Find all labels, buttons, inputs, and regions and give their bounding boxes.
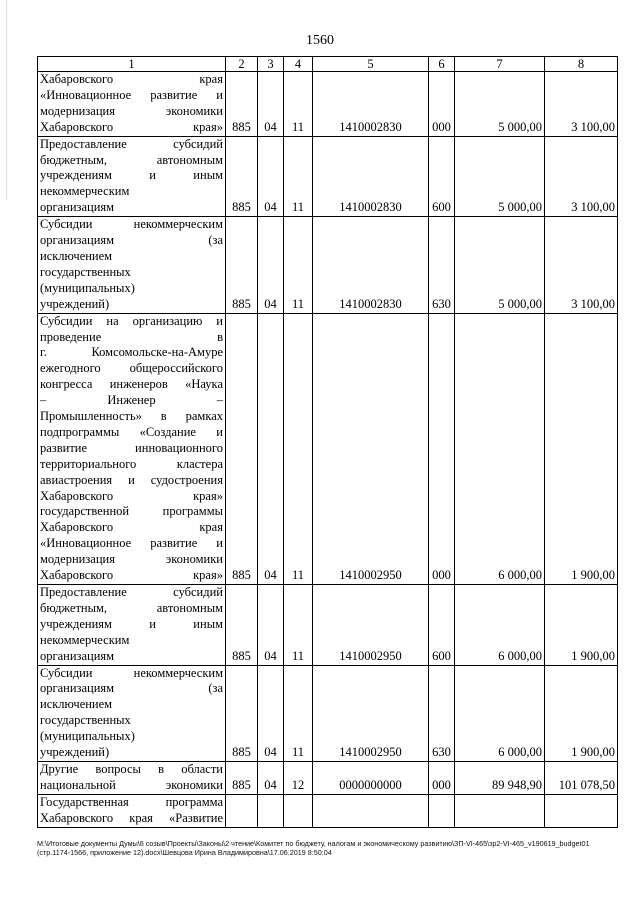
- col-subsection-2: 11: [284, 665, 313, 761]
- description-line: некоммерческим: [40, 184, 130, 199]
- col-amount-2019: 5 000,00: [455, 72, 545, 137]
- description-line: модернизация экономики: [40, 103, 223, 118]
- table-row: [38, 136, 618, 217]
- description-line: Государственная программа: [40, 794, 223, 809]
- description-line: модернизация экономики: [40, 552, 223, 567]
- col-target-code: 1410002830: [313, 217, 429, 313]
- col-subsection-2: 11: [284, 72, 313, 137]
- description-line: организациям (за: [40, 233, 223, 248]
- description-line: Субсидии некоммерческим: [40, 665, 223, 680]
- description-line: Предоставление субсидий: [40, 136, 223, 151]
- description-line: государственных: [40, 713, 131, 728]
- table-row: [38, 761, 618, 794]
- col-expense-type: 600: [429, 136, 455, 217]
- header-cell: 7: [455, 57, 545, 72]
- col-subsection: 04: [258, 136, 284, 217]
- col-amount-2019: [455, 794, 545, 827]
- col-section-code: 885: [226, 761, 258, 794]
- description-line: бюджетным, автономным: [40, 600, 223, 615]
- row-description: [38, 665, 226, 761]
- col-target-code: 1410002950: [313, 665, 429, 761]
- description-line: государственных: [40, 264, 131, 279]
- col-target-code: [313, 794, 429, 827]
- col-target-code: 1410002830: [313, 72, 429, 137]
- description-line: учреждений): [40, 296, 110, 311]
- col-amount-2020: 1 900,00: [545, 313, 618, 584]
- col-amount-2020: 1 900,00: [545, 665, 618, 761]
- col-subsection-2: [284, 794, 313, 827]
- scan-margin-line: [6, 0, 7, 200]
- description-line: развитие инновационного: [40, 440, 223, 455]
- description-line: Субсидии на организацию и: [40, 313, 223, 328]
- col-expense-type: 000: [429, 313, 455, 584]
- header-cell: 4: [284, 57, 313, 72]
- description-line: организациям: [40, 200, 115, 215]
- col-target-code: 1410002950: [313, 585, 429, 666]
- row-description: [38, 794, 226, 827]
- description-line: учреждениям и иным: [40, 168, 223, 183]
- row-description: [38, 761, 226, 794]
- col-amount-2020: [545, 794, 618, 827]
- row-description: [38, 136, 226, 217]
- col-subsection-2: 12: [284, 761, 313, 794]
- col-section-code: [226, 794, 258, 827]
- table-row: [38, 217, 618, 313]
- page-number: 1560: [306, 33, 334, 48]
- col-subsection-2: 11: [284, 585, 313, 666]
- description-line: Другие вопросы в области: [40, 761, 223, 776]
- description-line: (муниципальных): [40, 280, 135, 295]
- description-line: проведение в: [40, 329, 223, 344]
- col-amount-2020: 3 100,00: [545, 217, 618, 313]
- col-expense-type: [429, 794, 455, 827]
- description-line: Хабаровского края»: [40, 488, 223, 503]
- row-description: [38, 217, 226, 313]
- col-subsection-2: 11: [284, 136, 313, 217]
- table-row: [38, 313, 618, 584]
- col-subsection: 04: [258, 217, 284, 313]
- col-amount-2019: 6 000,00: [455, 585, 545, 666]
- col-subsection: 04: [258, 313, 284, 584]
- header-cell: 8: [545, 57, 618, 72]
- description-line: конгресса инженеров «Наука: [40, 377, 223, 392]
- description-line: подпрограммы «Создание и: [40, 424, 223, 439]
- description-line: – Инженер –: [40, 393, 223, 408]
- col-amount-2020: 3 100,00: [545, 72, 618, 137]
- document-footer: [37, 839, 617, 857]
- description-line: государственной программы: [40, 504, 223, 519]
- col-subsection: 04: [258, 72, 284, 137]
- table-row: [38, 665, 618, 761]
- description-line: Субсидии некоммерческим: [40, 217, 223, 232]
- col-subsection: 04: [258, 665, 284, 761]
- row-description: [38, 313, 226, 584]
- col-expense-type: 630: [429, 665, 455, 761]
- description-line: «Инновационное развитие и: [40, 536, 223, 551]
- description-line: Предоставление субсидий: [40, 585, 223, 599]
- col-amount-2019: 5 000,00: [455, 217, 545, 313]
- header-cell: 2: [226, 57, 258, 72]
- col-section-code: 885: [226, 585, 258, 666]
- header-cell: 5: [313, 57, 429, 72]
- col-subsection: [258, 794, 284, 827]
- description-line: авиастроения и судостроения: [40, 472, 223, 487]
- footer-path: M:\Итоговые документы Думы\6 созыв\Проекты\Законы\2 чтение\Комитет по бюджету, налогам и экономическому развитию\ЗП-VI-465\зр2-VI-465_v190619_budget01: [37, 839, 590, 848]
- description-line: бюджетным, автономным: [40, 152, 223, 167]
- col-target-code: 0000000000: [313, 761, 429, 794]
- row-description: [38, 585, 226, 666]
- header-cell: 3: [258, 57, 284, 72]
- table-row: [38, 585, 618, 666]
- col-expense-type: 630: [429, 217, 455, 313]
- description-line: Хабаровского края»: [40, 568, 223, 583]
- col-amount-2020: 1 900,00: [545, 585, 618, 666]
- description-line: Хабаровского края»: [40, 119, 223, 134]
- col-target-code: 1410002950: [313, 313, 429, 584]
- col-target-code: 1410002830: [313, 136, 429, 217]
- table-row: [38, 72, 618, 137]
- description-line: исключением: [40, 697, 113, 712]
- description-line: организациям (за: [40, 681, 223, 696]
- budget-table: [37, 56, 618, 828]
- description-line: территориального кластера: [40, 456, 223, 471]
- col-expense-type: 000: [429, 761, 455, 794]
- col-amount-2019: 89 948,90: [455, 761, 545, 794]
- table-row: [38, 794, 618, 827]
- description-line: Хабаровского края: [40, 520, 223, 535]
- description-line: исключением: [40, 248, 113, 263]
- description-line: Промышленность» в рамках: [40, 409, 223, 424]
- col-expense-type: 000: [429, 72, 455, 137]
- table-header-row: [38, 57, 618, 72]
- col-amount-2019: 6 000,00: [455, 665, 545, 761]
- description-line: учреждений): [40, 745, 110, 760]
- footer-meta: (стр.1174-1566, приложение 12).docx\Шевцова Ирина Владимировна\17.06.2019 8:50:04: [37, 848, 332, 857]
- header-cell: 6: [429, 57, 455, 72]
- col-section-code: 885: [226, 313, 258, 584]
- description-line: Хабаровского края: [40, 72, 223, 86]
- col-subsection: 04: [258, 585, 284, 666]
- description-line: Хабаровского края «Развитие: [40, 810, 223, 825]
- col-section-code: 885: [226, 72, 258, 137]
- col-expense-type: 600: [429, 585, 455, 666]
- description-line: организациям: [40, 648, 115, 663]
- col-section-code: 885: [226, 136, 258, 217]
- col-section-code: 885: [226, 217, 258, 313]
- col-section-code: 885: [226, 665, 258, 761]
- header-cell: 1: [38, 57, 226, 72]
- col-amount-2019: 6 000,00: [455, 313, 545, 584]
- row-description: [38, 72, 226, 137]
- col-subsection-2: 11: [284, 313, 313, 584]
- description-line: ежегодного общероссийского: [40, 361, 223, 376]
- description-line: некоммерческим: [40, 632, 130, 647]
- col-amount-2019: 5 000,00: [455, 136, 545, 217]
- col-subsection: 04: [258, 761, 284, 794]
- description-line: учреждениям и иным: [40, 616, 223, 631]
- description-line: г. Комсомольске-на-Амуре: [40, 345, 223, 360]
- description-line: «Инновационное развитие и: [40, 87, 223, 102]
- col-amount-2020: 101 078,50: [545, 761, 618, 794]
- description-line: национальной экономики: [40, 777, 223, 792]
- description-line: (муниципальных): [40, 729, 135, 744]
- col-amount-2020: 3 100,00: [545, 136, 618, 217]
- col-subsection-2: 11: [284, 217, 313, 313]
